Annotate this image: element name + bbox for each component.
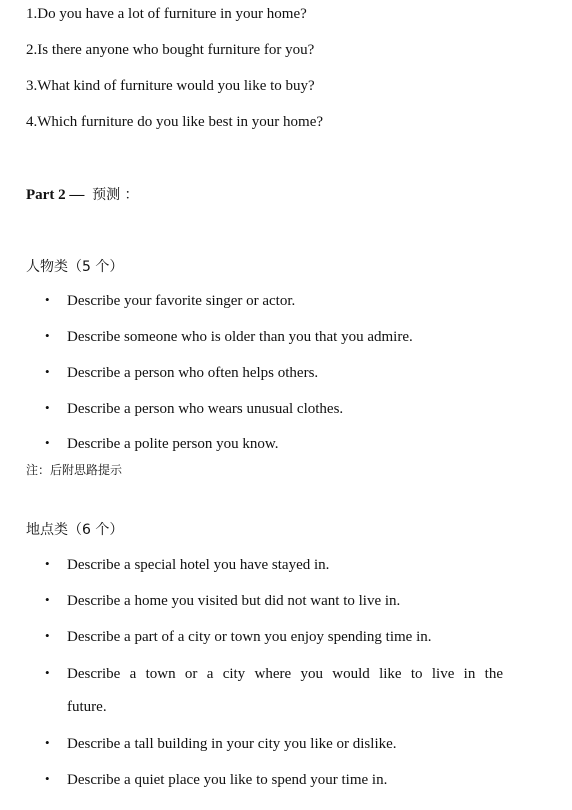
bullet-icon: • [45, 435, 50, 450]
part-2-label: Part 2 — [26, 187, 85, 203]
list-item-text: Describe someone who is older than you that you admire. [67, 329, 413, 345]
bullet-icon: • [45, 400, 50, 415]
list-item [45, 628, 432, 646]
list-item [45, 771, 387, 789]
question-4: 4.Which furniture do you like best in your home? [26, 114, 324, 130]
list-item-text: Describe a special hotel you have stayed in. [67, 557, 330, 573]
list-item-text: Describe a person who often helps others. [67, 365, 319, 381]
people-section-heading: 人物类（5 个） [26, 259, 124, 275]
list-item-text: Describe a town or a city where you would like to live in the [67, 666, 503, 682]
list-item-text: Describe a home you visited but did not want to live in. [67, 593, 401, 609]
bullet-icon: • [45, 735, 50, 750]
bullet-icon: • [45, 592, 50, 607]
bullet-icon: • [45, 628, 50, 643]
list-item [45, 328, 413, 346]
list-item [45, 400, 343, 418]
list-item [45, 735, 397, 753]
list-item-text: Describe a person who wears unusual clothes. [67, 401, 344, 417]
list-item-text: Describe a quiet place you like to spend your time in. [67, 772, 388, 788]
list-item [45, 556, 329, 574]
places-section-heading: 地点类（6 个） [26, 522, 124, 538]
list-item-text: Describe your favorite singer or actor. [67, 293, 296, 309]
bullet-icon: • [45, 771, 50, 786]
part-2-prediction-label: 预测 ： [92, 187, 139, 203]
question-2: 2.Is there anyone who bought furniture for you? [26, 42, 315, 58]
list-item [45, 592, 400, 610]
bullet-icon: • [45, 556, 50, 571]
bullet-icon: • [45, 665, 50, 680]
list-item-continuation: future. [67, 699, 107, 715]
note-text: 注：后附思路提示 [26, 463, 123, 477]
bullet-icon: • [45, 328, 50, 343]
list-item-text: Describe a part of a city or town you enjoy spending time in. [67, 629, 432, 645]
bullet-icon: • [45, 364, 50, 379]
question-1: 1.Do you have a lot of furniture in your home? [26, 6, 307, 22]
list-item [45, 364, 318, 382]
bullet-icon: • [45, 292, 50, 307]
list-item-text: Describe a tall building in your city you like or dislike. [67, 736, 397, 752]
list-item [45, 292, 295, 310]
list-item [45, 435, 278, 453]
list-item-text: Describe a polite person you know. [67, 436, 279, 452]
question-3: 3.What kind of furniture would you like to buy? [26, 78, 315, 94]
part-2-heading [26, 184, 139, 204]
